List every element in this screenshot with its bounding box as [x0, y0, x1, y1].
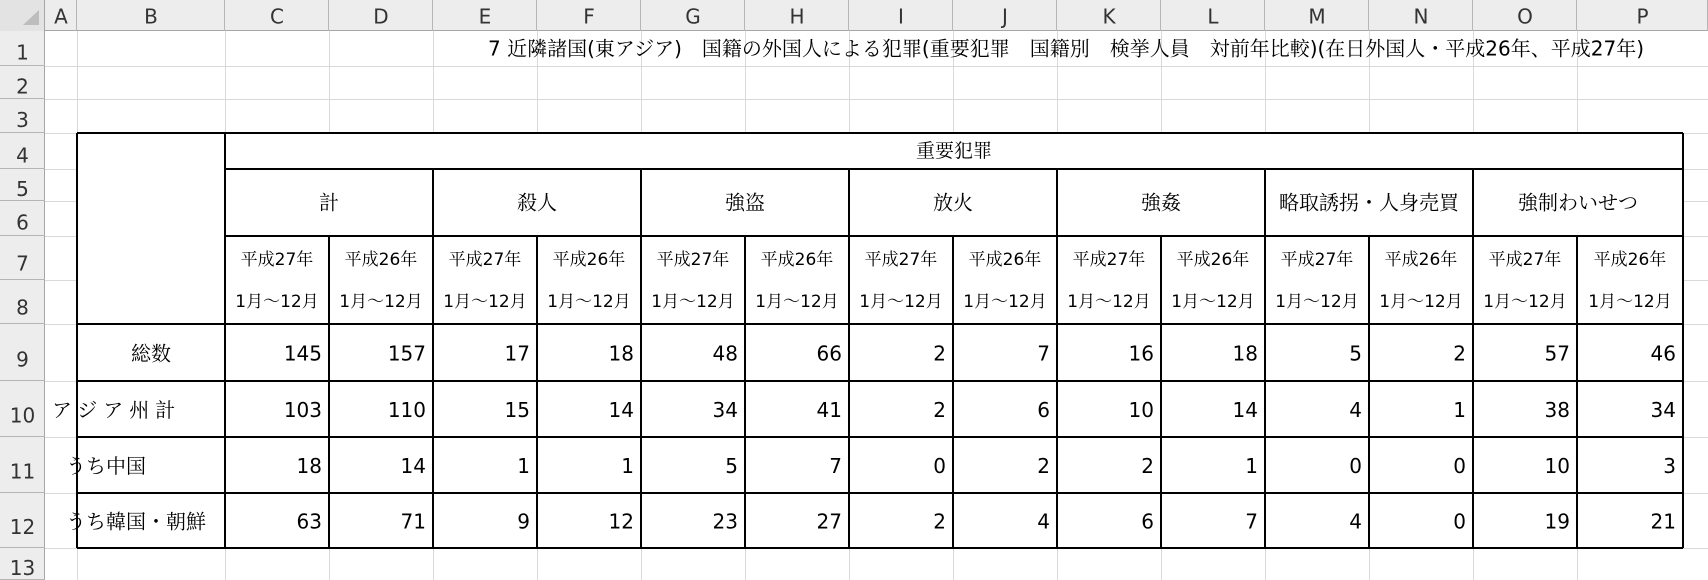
- svg-text:4: 4: [16, 143, 29, 168]
- data-cell[interactable]: 21: [1650, 509, 1676, 534]
- svg-text:O: O: [1517, 4, 1533, 29]
- svg-text:8: 8: [16, 295, 29, 320]
- category-header-cell[interactable]: 計: [319, 190, 339, 215]
- svg-text:3: 3: [16, 108, 29, 133]
- data-cell[interactable]: 6: [1037, 398, 1050, 422]
- data-cell[interactable]: 1: [1453, 398, 1466, 422]
- sheet-title-cell[interactable]: 7 近隣諸国(東アジア) 国籍の外国人による犯罪(重要犯罪 国籍別 検挙人員 対前年比較)(在日外国人・平成26年、平成27年): [488, 36, 1644, 61]
- data-cell[interactable]: 3: [1663, 454, 1676, 478]
- svg-text:A: A: [54, 4, 68, 29]
- data-cell[interactable]: 5: [1349, 341, 1362, 366]
- category-header-cell[interactable]: 強制わいせつ: [1518, 190, 1638, 215]
- data-cell[interactable]: 2: [1141, 454, 1154, 478]
- svg-text:L: L: [1207, 4, 1219, 29]
- svg-text:2: 2: [16, 74, 29, 99]
- period-header-cell[interactable]: 1月～12月: [443, 292, 527, 312]
- select-all-corner[interactable]: [0, 0, 45, 31]
- svg-text:F: F: [583, 4, 595, 29]
- data-cell[interactable]: 34: [1650, 398, 1676, 422]
- data-cell[interactable]: 2: [1453, 341, 1466, 366]
- svg-text:9: 9: [16, 347, 29, 372]
- data-cell[interactable]: 4: [1349, 509, 1362, 534]
- year-header-cell[interactable]: 平成27年: [1072, 250, 1146, 270]
- year-header-cell[interactable]: 平成26年: [1176, 250, 1250, 270]
- row-label-cell[interactable]: 総数: [131, 341, 171, 366]
- data-cell[interactable]: 0: [1349, 454, 1362, 478]
- period-header-cell[interactable]: 1月～12月: [963, 292, 1047, 312]
- data-cell[interactable]: 4: [1349, 398, 1362, 422]
- svg-text:B: B: [144, 4, 158, 29]
- svg-text:6: 6: [16, 210, 29, 235]
- data-cell[interactable]: 27: [816, 509, 842, 534]
- period-header-cell[interactable]: 1月～12月: [1171, 292, 1255, 312]
- svg-text:P: P: [1636, 4, 1649, 29]
- year-header-cell[interactable]: 平成26年: [1384, 250, 1458, 270]
- data-cell[interactable]: 0: [933, 454, 946, 478]
- period-header-cell[interactable]: 1月～12月: [1483, 292, 1567, 312]
- period-header-cell[interactable]: 1月～12月: [859, 292, 943, 312]
- year-header-cell[interactable]: 平成26年: [1593, 250, 1667, 270]
- data-cell[interactable]: 66: [816, 341, 842, 366]
- year-header-cell[interactable]: 平成26年: [968, 250, 1042, 270]
- data-cell[interactable]: 103: [283, 398, 322, 422]
- data-cell[interactable]: 10: [1128, 398, 1154, 422]
- data-cell[interactable]: 14: [400, 454, 426, 478]
- svg-text:H: H: [789, 4, 805, 29]
- data-cell[interactable]: 1: [1245, 454, 1258, 478]
- data-cell[interactable]: 41: [816, 398, 842, 422]
- data-cell[interactable]: 7: [1245, 509, 1258, 534]
- data-cell[interactable]: 14: [1232, 398, 1258, 422]
- data-cell[interactable]: 16: [1128, 341, 1154, 366]
- svg-text:G: G: [685, 4, 701, 29]
- year-header-cell[interactable]: 平成27年: [864, 250, 938, 270]
- period-header-cell[interactable]: 1月～12月: [1379, 292, 1463, 312]
- svg-text:D: D: [373, 4, 389, 29]
- data-cell[interactable]: 48: [712, 341, 738, 366]
- data-cell[interactable]: 57: [1544, 341, 1570, 366]
- data-cell[interactable]: 2: [933, 509, 946, 534]
- year-header-cell[interactable]: 平成27年: [1488, 250, 1562, 270]
- svg-text:13: 13: [9, 555, 36, 580]
- data-cell[interactable]: 63: [296, 509, 322, 534]
- year-header-cell[interactable]: 平成27年: [656, 250, 730, 270]
- period-header-cell[interactable]: 1月～12月: [651, 292, 735, 312]
- period-header-cell[interactable]: 1月～12月: [755, 292, 839, 312]
- data-cell[interactable]: 18: [296, 454, 322, 478]
- data-cell[interactable]: 23: [712, 509, 738, 534]
- category-header-cell[interactable]: 強姦: [1141, 190, 1181, 215]
- data-cell[interactable]: 18: [1232, 341, 1258, 366]
- svg-text:J: J: [1002, 4, 1008, 29]
- data-cell[interactable]: 38: [1544, 398, 1570, 422]
- year-header-cell[interactable]: 平成27年: [1280, 250, 1354, 270]
- svg-text:E: E: [478, 4, 492, 29]
- svg-text:1: 1: [16, 40, 29, 65]
- period-header-cell[interactable]: 1月～12月: [235, 292, 319, 312]
- svg-text:I: I: [898, 4, 904, 29]
- category-header-cell[interactable]: 強盗: [725, 190, 765, 215]
- year-header-cell[interactable]: 平成26年: [552, 250, 626, 270]
- period-header-cell[interactable]: 1月～12月: [1067, 292, 1151, 312]
- data-cell[interactable]: 34: [712, 398, 738, 422]
- data-cell[interactable]: 14: [608, 398, 634, 422]
- data-cell[interactable]: 0: [1453, 454, 1466, 478]
- svg-text:12: 12: [9, 515, 36, 540]
- svg-text:11: 11: [9, 459, 36, 484]
- period-header-cell[interactable]: 1月～12月: [1275, 292, 1359, 312]
- category-header-cell[interactable]: 殺人: [517, 190, 557, 215]
- data-cell[interactable]: 9: [517, 509, 530, 534]
- category-header-cell[interactable]: 放火: [933, 190, 973, 215]
- data-cell[interactable]: 15: [504, 398, 530, 422]
- data-cell[interactable]: 1: [621, 454, 634, 478]
- data-cell[interactable]: 17: [504, 341, 530, 366]
- data-cell[interactable]: 5: [725, 454, 738, 478]
- row-label-cell[interactable]: うち韓国・朝鮮: [66, 509, 206, 534]
- data-cell[interactable]: 2: [1037, 454, 1050, 478]
- data-cell[interactable]: 10: [1544, 454, 1570, 478]
- data-cell[interactable]: 19: [1544, 509, 1570, 534]
- row-label-cell[interactable]: アジア州計: [52, 398, 182, 422]
- period-header-cell[interactable]: 1月～12月: [1588, 292, 1672, 312]
- svg-text:10: 10: [9, 403, 36, 428]
- svg-text:K: K: [1102, 4, 1116, 29]
- svg-text:N: N: [1413, 4, 1429, 29]
- year-header-cell[interactable]: 平成27年: [448, 250, 522, 270]
- svg-text:M: M: [1308, 4, 1326, 29]
- data-cell[interactable]: 7: [829, 454, 842, 478]
- svg-text:5: 5: [16, 176, 29, 201]
- category-header-cell[interactable]: 略取誘拐・人身売買: [1279, 190, 1459, 215]
- data-cell[interactable]: 6: [1141, 509, 1154, 534]
- year-header-cell[interactable]: 平成27年: [240, 250, 314, 270]
- data-cell[interactable]: 157: [387, 341, 426, 366]
- data-cell[interactable]: 18: [608, 341, 634, 366]
- year-header-cell[interactable]: 平成26年: [344, 250, 418, 270]
- data-cell[interactable]: 1: [517, 454, 530, 478]
- group-header-cell[interactable]: 重要犯罪: [915, 140, 993, 162]
- data-cell[interactable]: 110: [387, 398, 426, 422]
- period-header-cell[interactable]: 1月～12月: [339, 292, 423, 312]
- data-cell[interactable]: 2: [933, 341, 946, 366]
- data-cell[interactable]: 4: [1037, 509, 1050, 534]
- svg-text:C: C: [270, 4, 284, 29]
- data-cell[interactable]: 7: [1037, 341, 1050, 366]
- year-header-cell[interactable]: 平成26年: [760, 250, 834, 270]
- data-cell[interactable]: 0: [1453, 509, 1466, 534]
- svg-text:7: 7: [16, 251, 29, 276]
- row-label-cell[interactable]: うち中国: [66, 454, 146, 478]
- period-header-cell[interactable]: 1月～12月: [547, 292, 631, 312]
- data-cell[interactable]: 2: [933, 398, 946, 422]
- data-cell[interactable]: 71: [400, 509, 426, 534]
- data-cell[interactable]: 46: [1650, 341, 1676, 366]
- data-cell[interactable]: 145: [283, 341, 322, 366]
- data-cell[interactable]: 12: [608, 509, 634, 534]
